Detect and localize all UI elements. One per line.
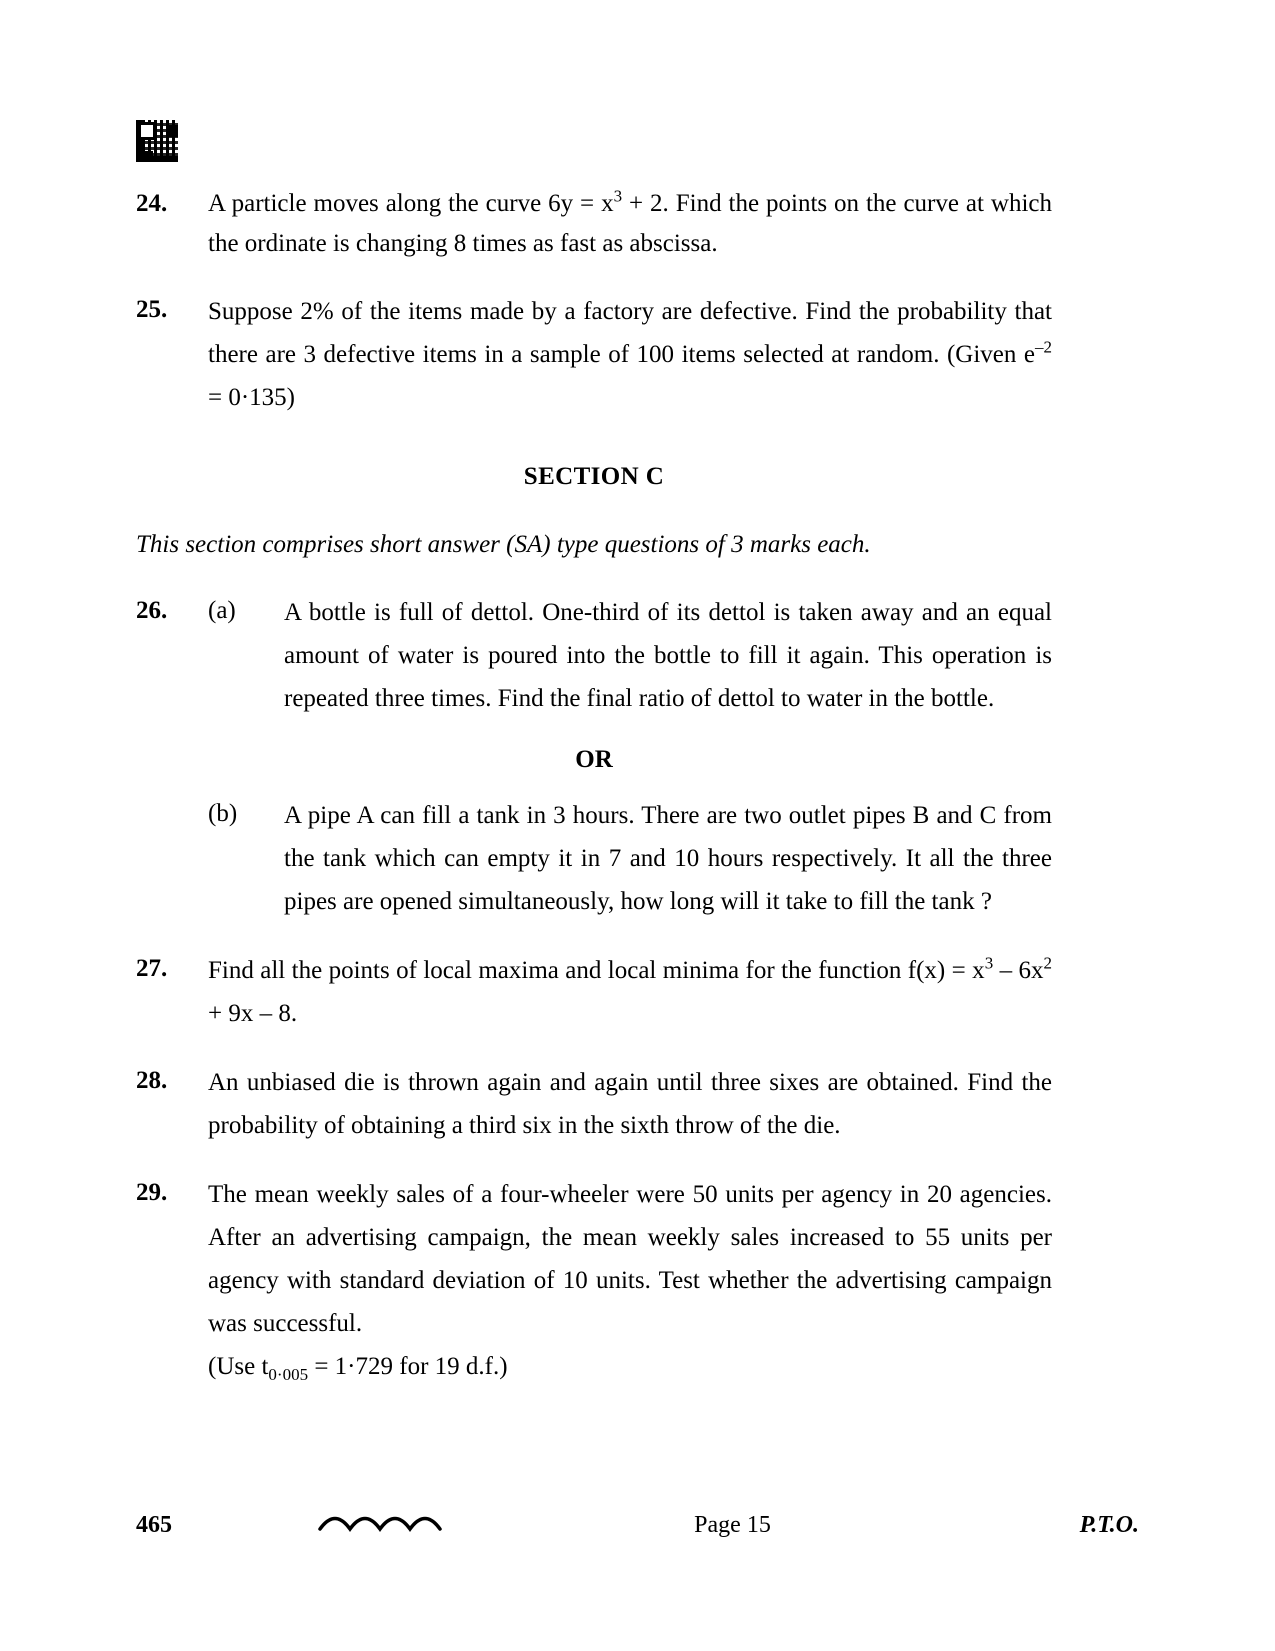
q29-note-pre: (Use t bbox=[208, 1353, 269, 1380]
section-heading: SECTION C bbox=[523, 463, 665, 490]
question-28 bbox=[136, 1061, 1052, 1147]
q27-exponent-2: 2 bbox=[1043, 953, 1052, 973]
qr-code-icon bbox=[136, 120, 178, 162]
or-divider: OR bbox=[575, 746, 613, 773]
q29-note bbox=[208, 1345, 1052, 1388]
pto-label: P.T.O. bbox=[1079, 1512, 1139, 1538]
question-number: 27. bbox=[136, 955, 168, 982]
q24-pre: A particle moves along the curve 6y = x bbox=[208, 190, 614, 217]
question-number: 29. bbox=[136, 1179, 168, 1206]
question-text bbox=[208, 290, 1052, 419]
q29-main: The mean weekly sales of a four-wheeler were 50 units per agency in 20 agencies. After an advertising campaign, the mean weekly sales increased to 55 units per agency with standard deviation of 10 units. Test whether the advertising campaign was successful. bbox=[208, 1181, 1052, 1337]
q25-post: = 0·135) bbox=[208, 384, 295, 411]
q27-pre: Find all the points of local maxima and local minima for the function f(x) = x bbox=[208, 957, 985, 984]
page-footer bbox=[136, 1512, 1139, 1539]
section-note: This section comprises short answer (SA) type questions of 3 marks each. bbox=[136, 531, 871, 558]
wave-divider-icon bbox=[286, 1515, 476, 1537]
q27-exponent-1: 3 bbox=[984, 953, 994, 973]
question-number: 25. bbox=[136, 296, 168, 323]
question-25 bbox=[136, 290, 1052, 419]
question-text bbox=[208, 949, 1052, 1035]
paper-code: 465 bbox=[136, 1512, 172, 1538]
q27-post: + 9x – 8. bbox=[208, 1000, 298, 1027]
q25-exponent: –2 bbox=[1035, 337, 1052, 357]
option-label-b: (b) bbox=[208, 800, 238, 827]
question-27 bbox=[136, 949, 1052, 1035]
question-text bbox=[208, 184, 1052, 264]
question-24 bbox=[136, 184, 1052, 264]
q27-mid: – 6x bbox=[993, 957, 1044, 984]
question-text bbox=[208, 1173, 1052, 1388]
question-number: 28. bbox=[136, 1067, 168, 1094]
question-text: A pipe A can fill a tank in 3 hours. There are two outlet pipes B and C from the tank which can empty it in 7 and 10 hours respectively. It all the three pipes are opened simultaneously, how long will it take to fill the tank ? bbox=[284, 802, 1052, 915]
question-text: An unbiased die is thrown again and again until three sixes are obtained. Find the probability of obtaining a third six in the sixth throw of the die. bbox=[208, 1069, 1052, 1139]
q24-exponent: 3 bbox=[613, 186, 623, 206]
page-number: Page 15 bbox=[694, 1512, 771, 1538]
q25-pre: Suppose 2% of the items made by a factory are defective. Find the probability that there are 3 defective items in a sample of 100 items selected at random. (Given e bbox=[208, 298, 1052, 368]
q29-note-subscript: 0·005 bbox=[268, 1365, 309, 1384]
question-26b bbox=[136, 794, 1052, 923]
question-text: A bottle is full of dettol. One-third of its dettol is taken away and an equal amount of water is poured into the bottle to fill it again. This operation is repeated three times. Find the final ratio of dettol to water in the bottle. bbox=[284, 599, 1052, 712]
q29-note-post: = 1·729 for 19 d.f.) bbox=[308, 1353, 508, 1380]
question-29 bbox=[136, 1173, 1052, 1388]
question-number: 26. bbox=[136, 597, 168, 624]
q24-post: + 2. Find the points on the curve at which the ordinate is changing 8 times as fast as abscissa. bbox=[208, 190, 1052, 257]
question-number: 24. bbox=[136, 190, 168, 217]
option-label-a: (a) bbox=[208, 597, 236, 624]
question-26a bbox=[136, 591, 1052, 720]
page-content bbox=[136, 120, 1052, 1414]
